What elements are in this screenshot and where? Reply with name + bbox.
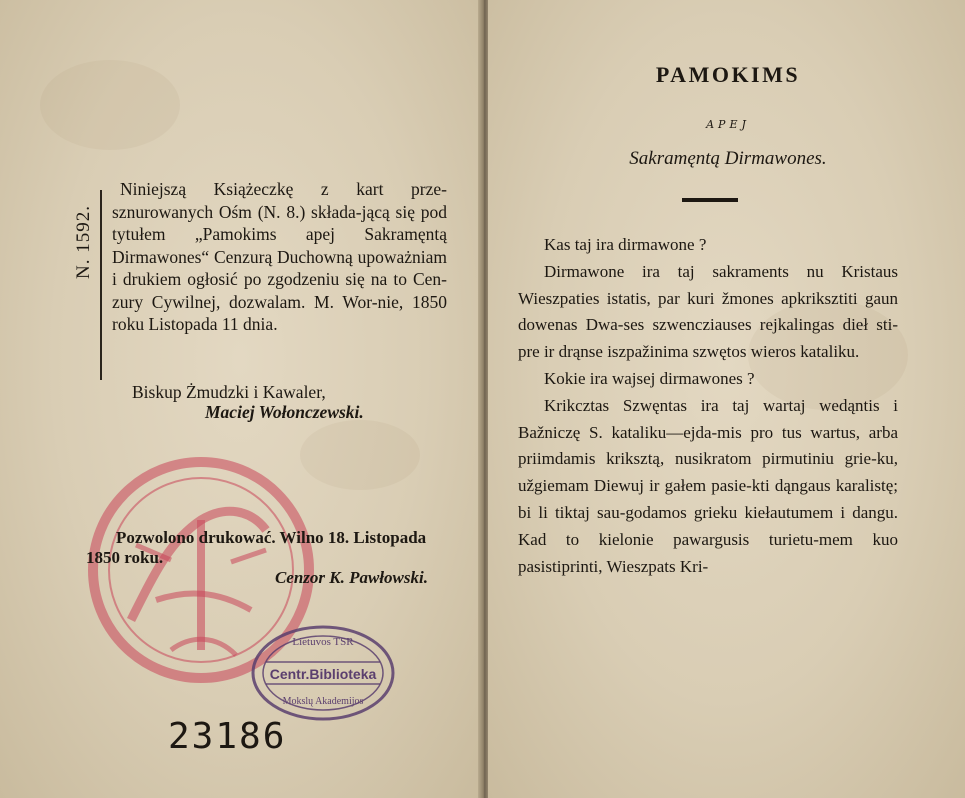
catechism-answer: Krikсztas Szwęntas ira taj wartaj wedąntis i Bažniczę S. kataliku—ejda-mis pro tus wartus, arba priimdamis kriksztą, nusikratom pirmutiniu grie-ku, užgiemam Diewuj ir gałem pasie-kti dąngaus karalistę; bi li tiktaj sau-godamos grieku kiełautumem i dangu. Kad to kielonie pawargusis turietu-mem kuo pasistiprinti, Wieszpats Kri- [518, 395, 898, 576]
shelf-number: 23186 [168, 716, 287, 757]
catechism-question: Kas taj ira dirmawone ? [544, 235, 707, 254]
print-permission [86, 528, 456, 588]
catechism-question: Kokie ira wajsej dirmawones ? [544, 368, 755, 388]
page-subtitle: Sakramęntą Dirmawones. [629, 148, 827, 169]
reference-number: N. 1592. [73, 205, 94, 279]
paper-stain [40, 60, 180, 150]
right-page [488, 0, 965, 798]
left-page [0, 0, 480, 798]
library-stamp-center-text: Centr.Biblioteka [269, 666, 377, 682]
censor-approval-paragraph: Niniejszą Książeczkę z kart prze-sznurowanych Ośm (N. 8.) składa-jącą się pod tytułem „Pamokims apej Sakramęntą Dirmawones“ Cenzurą Duchowną upoważniam i drukiem ogłosić po zgodzeniu się na to Cen-zury Cywilnej, dozwalam. M. Wor-nie, 1850 roku Listopada 11 dnia. [112, 179, 447, 334]
library-stamp-top-text: Lietuvos TSR [292, 636, 354, 648]
title-connector: APEJ [706, 118, 750, 131]
catechism-text [518, 232, 898, 580]
bishop-name: Maciej Wołonczewski. [205, 402, 364, 422]
catechism-answer: Dirmawone ira taj sakraments nu Kristaus Wieszpaties istatis, par kuri žmones apkriksztiti gaun dowenas Dwa-ses szwencziauses rejkalingas dieł sti-pre ir drąnse iszpažinima szwętos wieros kataliku. [518, 261, 898, 362]
censor-signature: Cenzor K. Pawłowski. [274, 568, 428, 587]
reference-rule [100, 190, 102, 380]
title-divider [682, 198, 738, 202]
permission-text: Pozwolono drukować. Wilno 18. Listopada 1850 roku. [86, 528, 427, 567]
bishop-title: Biskup Żmudzki i Kawaler, [132, 382, 326, 402]
library-stamp-bottom-text: Mokslų Akademijos [282, 696, 364, 707]
library-stamp [248, 622, 398, 724]
page-title: PAMOKIMS [655, 62, 801, 87]
